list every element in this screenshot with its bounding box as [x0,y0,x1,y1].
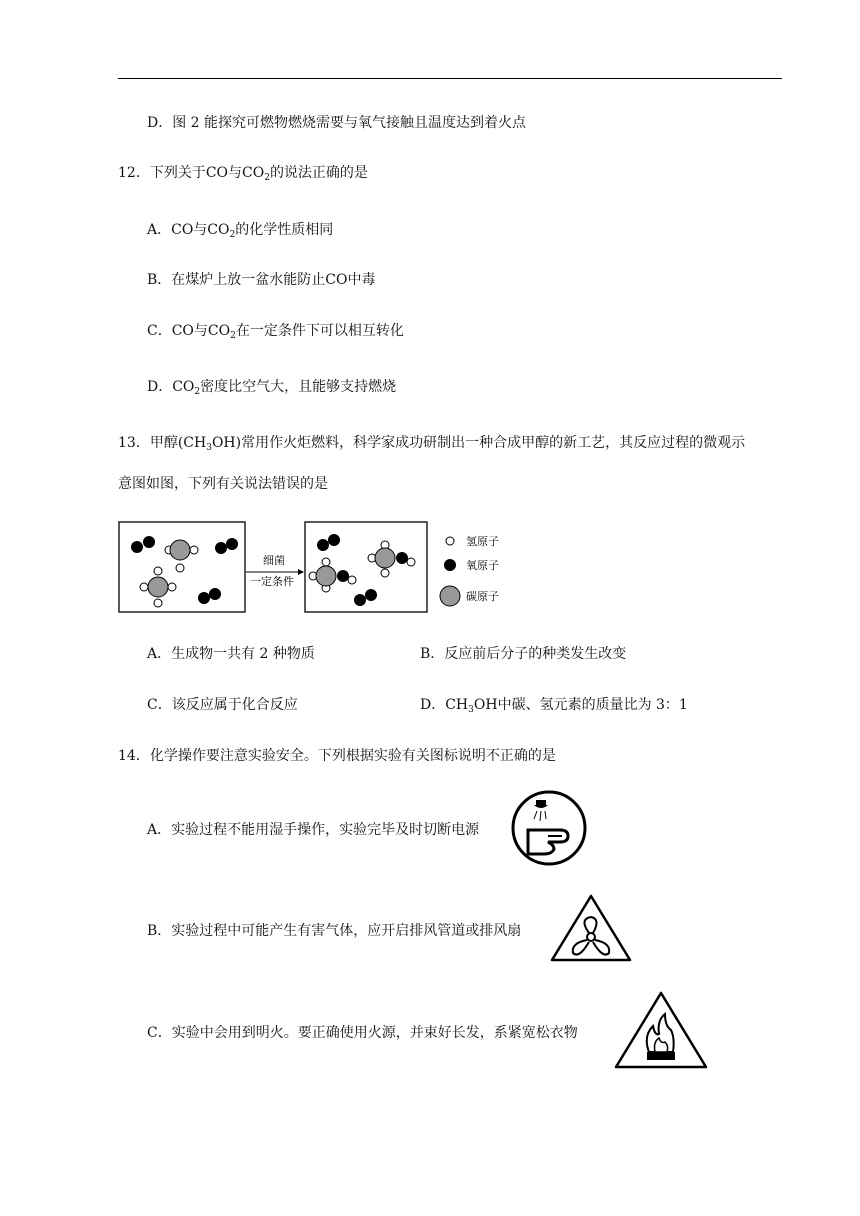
q13-option-c: C．该反应属于化合反应 [147,697,298,713]
reaction-diagram [118,520,518,616]
exhaust-fan-icon [549,893,633,963]
q14-option-c: C．实验中会用到明火。要正确使用火源，并束好长发，系紧宽松衣物 [147,1025,578,1041]
q14-option-b: B．实验过程中可能产生有害气体，应开启排风管道或排风扇 [147,923,522,939]
legend-oxygen-label: 氧原子 [466,559,499,572]
legend-oxygen-icon [444,559,456,571]
q12-option-a: A．CO与$CO_2$的化学性质相同 [147,222,334,240]
legend-carbon-label: 碳原子 [466,590,499,603]
q14-option-a: A．实验过程不能用湿手操作，实验完毕及时切断电源 [147,822,480,838]
q13-stem-line2: 意图如图，下列有关说法错误的是 [118,476,328,492]
q13-option-d: D．$CH_3OH$中碳、氢元素的质量比为 3：1 [420,697,688,715]
q12-option-c: C．CO与$CO_2$在一定条件下可以相互转化 [147,323,404,341]
open-flame-icon [613,990,709,1070]
q13-stem-line1: 13．甲醇$(CH_3OH)$常用作火炬燃料，科学家成功研制出一种合成甲醇的新工艺，其反应过程的微观示 [118,435,746,453]
wet-hands-warning-icon [508,790,590,866]
q11-option-d: D．图 2 能探究可燃物燃烧需要与氧气接触且温度达到着火点 [147,115,527,131]
q12-stem: 12．下列关于CO与$CO_2$的说法正确的是 [118,165,368,183]
legend-carbon-icon [440,586,460,606]
q14-stem: 14．化学操作要注意实验安全。下列根据实验有关图标说明不正确的是 [118,748,556,764]
q12-option-d: D．$CO_2$密度比空气大，且能够支持燃烧 [147,379,397,397]
q13-option-b: B．反应前后分子的种类发生改变 [420,646,627,662]
header-rule [118,78,782,79]
q12-option-b: B．在煤炉上放一盆水能防止CO中毒 [147,272,376,288]
q13-option-a: A．生成物一共有 2 种物质 [147,646,315,662]
legend-hydrogen-icon [446,537,454,545]
arrow-label-top: 细菌 [263,554,285,567]
legend-hydrogen-label: 氢原子 [466,535,499,548]
arrow-label-bottom: 一定条件 [250,575,294,588]
